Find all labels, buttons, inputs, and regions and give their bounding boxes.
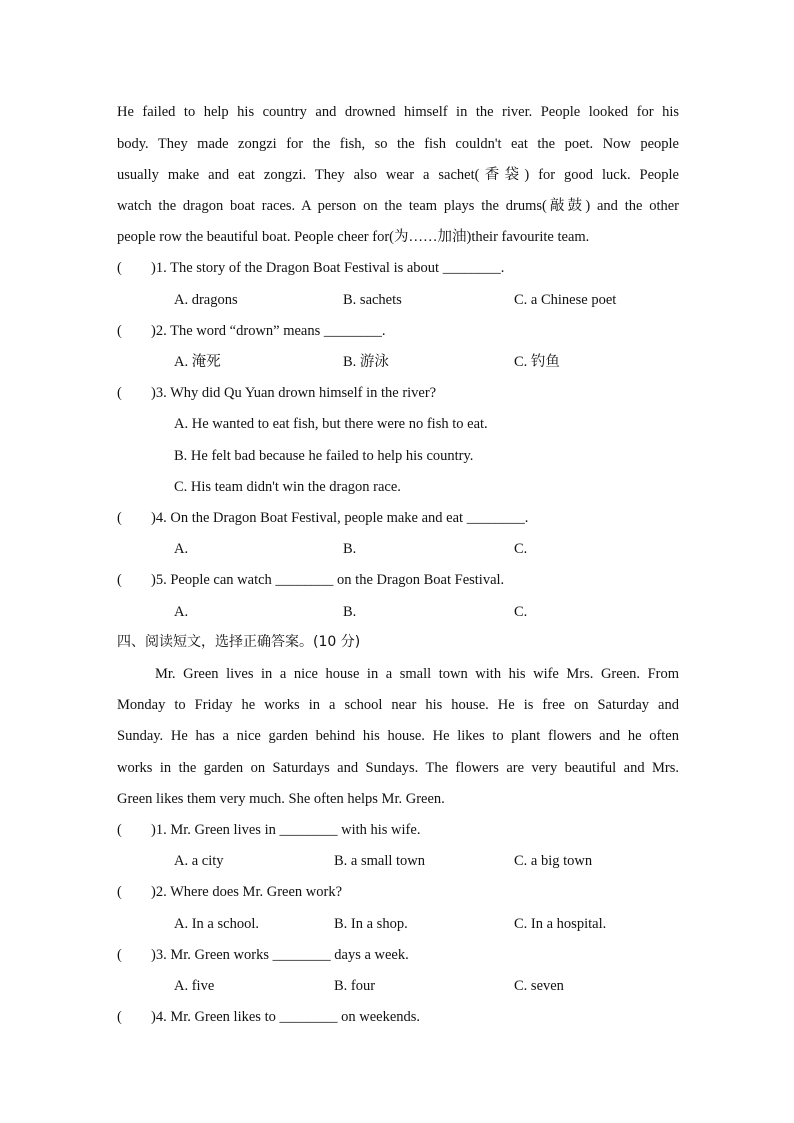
answer-paren-close: ) — [151, 822, 156, 838]
question-text: 3. Mr. Green works ________ days a week. — [155, 947, 409, 963]
answer-paren-open: ( — [117, 385, 122, 401]
option-a[interactable]: A. 淹死 — [174, 354, 221, 370]
answer-paren-close: ) — [151, 1009, 156, 1025]
passage1-line-1: He failed to help his country and drowned himself in the river. People looked for his — [117, 104, 679, 120]
question-text: 4. Mr. Green likes to ________ on weekends. — [155, 1009, 421, 1025]
answer-paren-open: ( — [117, 884, 122, 900]
answer-paren-close: ) — [151, 260, 156, 276]
passage2-line-5: Green likes them very much. She often helps Mr. Green. — [117, 791, 445, 807]
answer-paren-close: ) — [151, 323, 156, 339]
question-1-1 — [117, 258, 504, 278]
option-c[interactable]: C. — [514, 604, 528, 620]
option-b[interactable]: B. 游泳 — [343, 354, 389, 370]
answer-paren-open: ( — [117, 323, 122, 339]
question-1-4 — [117, 508, 528, 528]
question-1-3 — [117, 383, 436, 403]
option-a[interactable]: A. — [174, 604, 189, 620]
question-4-2 — [117, 882, 342, 902]
option-b[interactable]: B. In a shop. — [334, 916, 408, 932]
option-c[interactable]: C. a big town — [514, 853, 593, 869]
option-c[interactable]: C. 钓鱼 — [514, 354, 560, 370]
option-a[interactable]: A. — [174, 541, 189, 557]
question-4-3 — [117, 945, 409, 965]
question-1-5 — [117, 570, 504, 590]
option-b[interactable]: B. — [343, 604, 357, 620]
passage1-line-2: body. They made zongzi for the fish, so the fish couldn't eat the poet. Now people — [117, 136, 679, 152]
answer-paren-open: ( — [117, 822, 122, 838]
option-b[interactable]: B. a small town — [334, 853, 426, 869]
answer-paren-close: ) — [151, 884, 156, 900]
option-c[interactable]: C. His team didn't win the dragon race. — [174, 479, 401, 495]
question-text: 2. Where does Mr. Green work? — [155, 884, 343, 900]
passage1-line-4: watch the dragon boat races. A person on the team plays the drums(敲鼓) and the other — [117, 198, 679, 214]
answer-paren-close: ) — [151, 385, 156, 401]
option-a[interactable]: A. He wanted to eat fish, but there were no fish to eat. — [174, 416, 488, 432]
question-text: 3. Why did Qu Yuan drown himself in the river? — [155, 385, 437, 401]
answer-paren-open: ( — [117, 260, 122, 276]
option-c[interactable]: C. In a hospital. — [514, 916, 607, 932]
option-b[interactable]: B. — [343, 541, 357, 557]
option-b[interactable]: B. four — [334, 978, 376, 994]
option-a[interactable]: A. a city — [174, 853, 224, 869]
option-a[interactable]: A. dragons — [174, 292, 238, 308]
question-text: 2. The word “drown” means ________. — [155, 323, 386, 339]
question-4-1 — [117, 820, 420, 840]
passage2-line-4: works in the garden on Saturdays and Sundays. The flowers are very beautiful and Mrs. — [117, 760, 679, 776]
option-c[interactable]: C. seven — [514, 978, 564, 994]
passage2-line-1: Mr. Green lives in a nice house in a small town with his wife Mrs. Green. From — [155, 666, 679, 682]
option-a[interactable]: A. In a school. — [174, 916, 259, 932]
answer-paren-open: ( — [117, 510, 122, 526]
passage1-line-5: people row the beautiful boat. People cheer for(为……加油)their favourite team. — [117, 229, 590, 245]
answer-paren-open: ( — [117, 1009, 122, 1025]
question-1-2 — [117, 321, 386, 341]
answer-paren-close: ) — [151, 572, 156, 588]
section-4-title: 四、阅读短文，选择正确答案。(10 分) — [117, 634, 361, 650]
answer-paren-close: ) — [151, 510, 156, 526]
option-a[interactable]: A. five — [174, 978, 215, 994]
answer-paren-close: ) — [151, 947, 156, 963]
passage1-line-3: usually make and eat zongzi. They also wear a sachet(香袋) for good luck. People — [117, 167, 679, 183]
question-4-4 — [117, 1007, 420, 1027]
answer-paren-open: ( — [117, 572, 122, 588]
passage2-line-2: Monday to Friday he works in a school near his house. He is free on Saturday and — [117, 697, 679, 713]
passage2-line-3: Sunday. He has a nice garden behind his house. He likes to plant flowers and he often — [117, 728, 679, 744]
question-text: 4. On the Dragon Boat Festival, people make and eat ________. — [155, 510, 529, 526]
answer-paren-open: ( — [117, 947, 122, 963]
option-b[interactable]: B. sachets — [343, 292, 402, 308]
option-c[interactable]: C. — [514, 541, 528, 557]
question-text: 5. People can watch ________ on the Dragon Boat Festival. — [155, 572, 505, 588]
question-text: 1. Mr. Green lives in ________ with his wife. — [155, 822, 421, 838]
option-c[interactable]: C. a Chinese poet — [514, 292, 617, 308]
question-text: 1. The story of the Dragon Boat Festival is about ________. — [155, 260, 505, 276]
option-b[interactable]: B. He felt bad because he failed to help his country. — [174, 448, 474, 464]
